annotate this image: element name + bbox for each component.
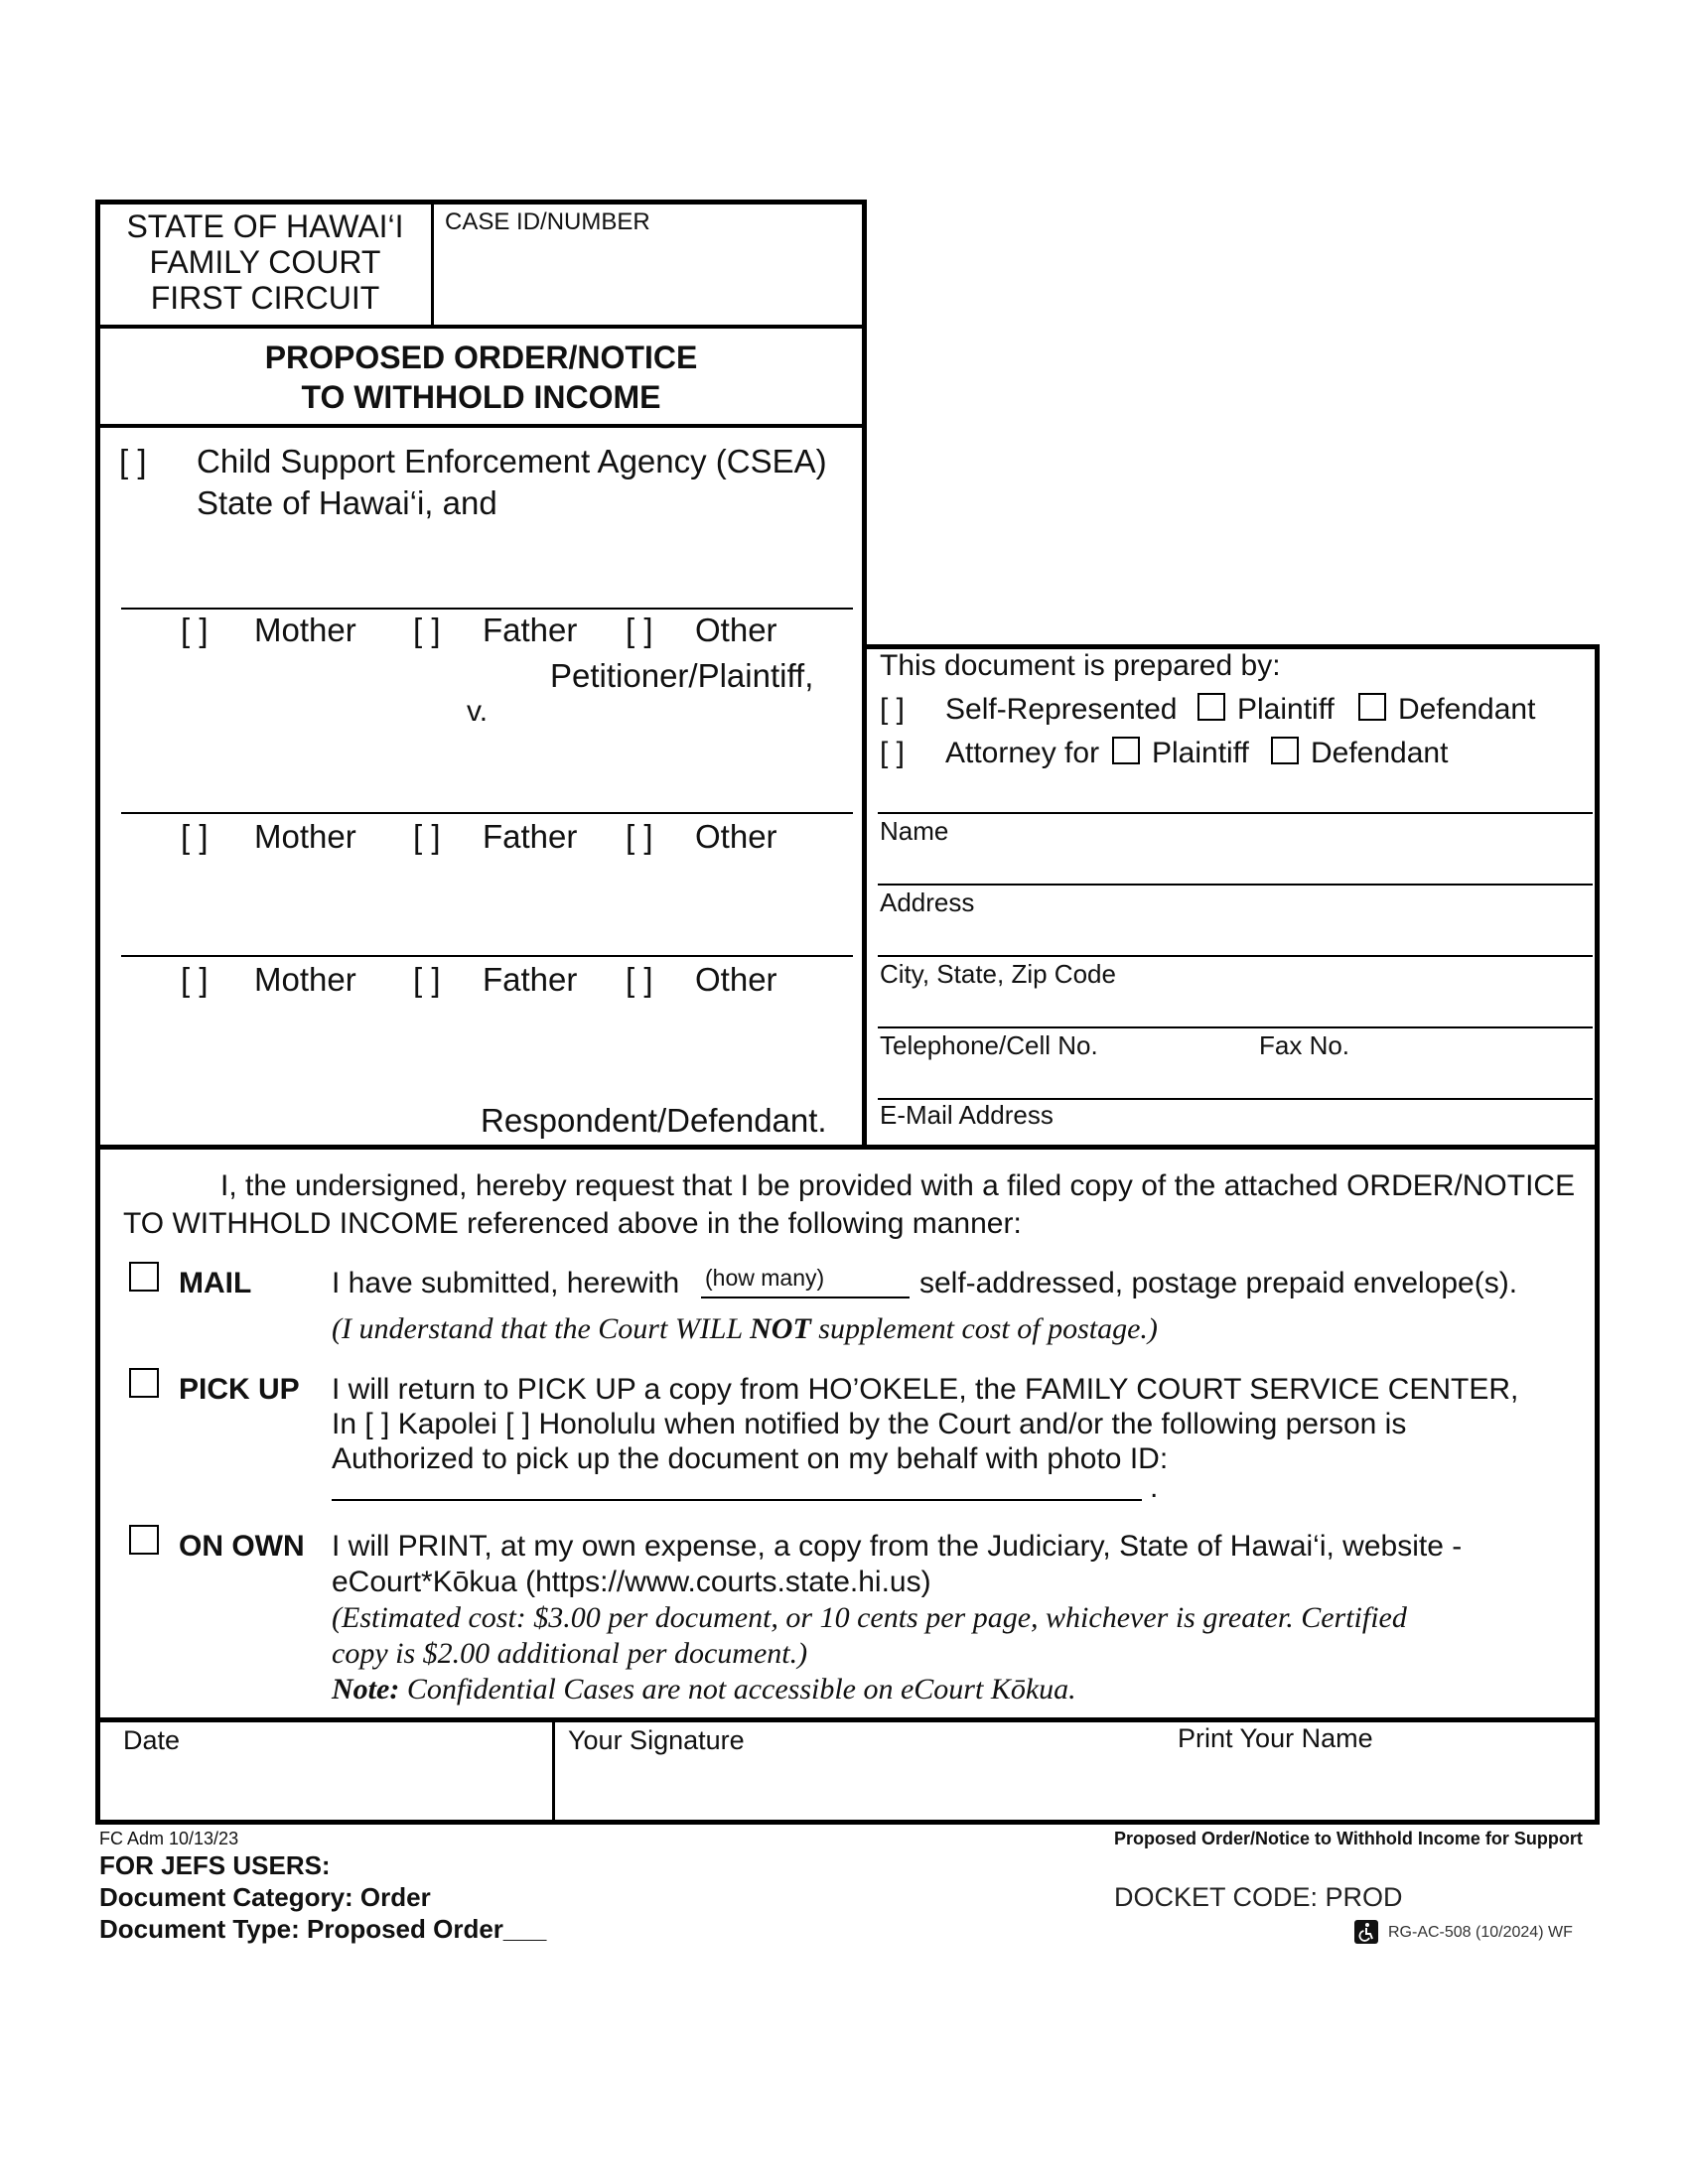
petitioner-label: Petitioner/Plaintiff, bbox=[550, 657, 814, 694]
court-name: FAMILY COURT bbox=[149, 244, 381, 280]
respondent-name-input[interactable] bbox=[123, 760, 852, 810]
on-own-line1: I will PRINT, at my own expense, a copy from the Judiciary, State of Hawai‘i, website - bbox=[332, 1530, 1463, 1563]
form-title-footer: Proposed Order/Notice to Withhold Income for Support bbox=[1114, 1829, 1583, 1848]
csea-bracket[interactable]: [ ] bbox=[119, 443, 147, 479]
self-plaintiff-label: Plaintiff bbox=[1237, 693, 1335, 726]
request-intro-line2: TO WITHHOLD INCOME referenced above in the following manner: bbox=[123, 1207, 1022, 1240]
pickup-period: . bbox=[1150, 1471, 1159, 1504]
attorney-bracket[interactable]: [ ] bbox=[880, 737, 906, 769]
fax-label: Fax No. bbox=[1259, 1030, 1350, 1060]
email-label: E-Mail Address bbox=[880, 1100, 1054, 1130]
mail-text-before: I have submitted, herewith bbox=[332, 1267, 680, 1299]
party3-other-label: Other bbox=[695, 961, 777, 998]
case-id-input[interactable] bbox=[445, 248, 846, 310]
telephone-label: Telephone/Cell No. bbox=[880, 1030, 1098, 1060]
on-own-line2: eCourt*Kōkua (https://www.courts.state.hi.us) bbox=[332, 1566, 931, 1598]
estimated-cost-line2: copy is $2.00 additional per document.) bbox=[332, 1637, 808, 1670]
case-id-label: CASE ID/NUMBER bbox=[445, 208, 650, 235]
csea-state: State of Hawai‘i, and bbox=[197, 484, 497, 521]
confidential-note: Note: Confidential Cases are not accessible on eCourt Kōkua. bbox=[332, 1673, 1076, 1706]
party3-father-bracket[interactable]: [ ] bbox=[413, 961, 441, 998]
docket-code: DOCKET CODE: PROD bbox=[1114, 1882, 1403, 1912]
form-title-line2: TO WITHHOLD INCOME bbox=[301, 379, 661, 415]
self-represented-bracket[interactable]: [ ] bbox=[880, 693, 906, 726]
accessibility-icon bbox=[1354, 1920, 1378, 1944]
attorney-plaintiff-checkbox[interactable] bbox=[1112, 737, 1140, 764]
mail-text-after: self-addressed, postage prepaid envelope(s). bbox=[919, 1267, 1518, 1299]
city-state-zip-label: City, State, Zip Code bbox=[880, 959, 1116, 989]
party2-mother-label: Mother bbox=[254, 818, 356, 855]
how-many-hint: (how many) bbox=[705, 1265, 825, 1291]
form-title-line1: PROPOSED ORDER/NOTICE bbox=[264, 340, 698, 375]
form-number: RG-AC-508 (10/2024) WF bbox=[1388, 1924, 1573, 1941]
print-name-input[interactable] bbox=[1178, 1763, 1589, 1815]
party2-other-label: Other bbox=[695, 818, 777, 855]
on-own-label: ON OWN bbox=[179, 1530, 305, 1563]
request-intro-line1: I, the undersigned, hereby request that I be provided with a filed copy of the attached ORDER/NOTICE bbox=[220, 1169, 1576, 1202]
estimated-cost-line1: (Estimated cost: $3.00 per document, or 10 cents per page, whichever is greater. Certified bbox=[332, 1601, 1407, 1634]
respondent2-name-input[interactable] bbox=[123, 903, 852, 953]
on-own-checkbox[interactable] bbox=[129, 1525, 159, 1555]
petitioner-name-input[interactable] bbox=[123, 556, 852, 606]
envelope-count-input[interactable] bbox=[820, 1267, 912, 1298]
party2-mother-bracket[interactable]: [ ] bbox=[181, 818, 209, 855]
party2-father-label: Father bbox=[483, 818, 578, 855]
party3-mother-bracket[interactable]: [ ] bbox=[181, 961, 209, 998]
party1-other-bracket[interactable]: [ ] bbox=[626, 612, 653, 648]
pickup-line2: In [ ] Kapolei [ ] Honolulu when notified by the Court and/or the following person is bbox=[332, 1408, 1407, 1440]
respondent-label: Respondent/Defendant. bbox=[481, 1102, 827, 1139]
self-plaintiff-checkbox[interactable] bbox=[1197, 693, 1225, 721]
attorney-defendant-checkbox[interactable] bbox=[1271, 737, 1299, 764]
preparer-heading: This document is prepared by: bbox=[880, 649, 1281, 682]
authorized-person-input[interactable] bbox=[334, 1467, 1142, 1499]
party2-father-bracket[interactable]: [ ] bbox=[413, 818, 441, 855]
pickup-line3: Authorized to pick up the document on my behalf with photo ID: bbox=[332, 1442, 1169, 1475]
address-field-label: Address bbox=[880, 887, 975, 917]
attorney-for-label: Attorney for bbox=[945, 737, 1100, 769]
party3-other-bracket[interactable]: [ ] bbox=[626, 961, 653, 998]
signature-label: Your Signature bbox=[568, 1725, 745, 1755]
court-state: STATE OF HAWAI‘I bbox=[126, 208, 404, 244]
jefs-heading: FOR JEFS USERS: bbox=[99, 1850, 331, 1880]
party1-mother-bracket[interactable]: [ ] bbox=[181, 612, 209, 648]
party1-mother-label: Mother bbox=[254, 612, 356, 648]
party1-other-label: Other bbox=[695, 612, 777, 648]
preparer-address-input[interactable] bbox=[1003, 891, 1593, 949]
mail-postage-note: (I understand that the Court WILL NOT supplement cost of postage.) bbox=[332, 1312, 1158, 1345]
document-type: Document Type: Proposed Order___ bbox=[99, 1914, 547, 1944]
self-defendant-checkbox[interactable] bbox=[1358, 693, 1386, 721]
preparer-city-input[interactable] bbox=[1152, 963, 1593, 1021]
party3-father-label: Father bbox=[483, 961, 578, 998]
form-date: FC Adm 10/13/23 bbox=[99, 1829, 239, 1848]
attorney-defendant-label: Defendant bbox=[1311, 737, 1449, 769]
preparer-name-input[interactable] bbox=[1003, 820, 1593, 878]
self-defendant-label: Defendant bbox=[1398, 693, 1536, 726]
pickup-checkbox[interactable] bbox=[129, 1368, 159, 1398]
party1-father-label: Father bbox=[483, 612, 578, 648]
attorney-plaintiff-label: Plaintiff bbox=[1152, 737, 1249, 769]
self-represented-label: Self-Represented bbox=[945, 693, 1178, 726]
document-category: Document Category: Order bbox=[99, 1882, 431, 1912]
party2-other-bracket[interactable]: [ ] bbox=[626, 818, 653, 855]
date-label: Date bbox=[123, 1725, 181, 1755]
party3-mother-label: Mother bbox=[254, 961, 356, 998]
date-input[interactable] bbox=[123, 1763, 544, 1815]
versus-label: v. bbox=[467, 695, 489, 728]
mail-checkbox[interactable] bbox=[129, 1262, 159, 1292]
pickup-line1: I will return to PICK UP a copy from HO’OKELE, the FAMILY COURT SERVICE CENTER, bbox=[332, 1373, 1519, 1406]
mail-label: MAIL bbox=[179, 1267, 252, 1299]
party1-father-bracket[interactable]: [ ] bbox=[413, 612, 441, 648]
signature-area[interactable] bbox=[568, 1763, 1144, 1817]
preparer-email-input[interactable] bbox=[1082, 1102, 1593, 1144]
court-circuit: FIRST CIRCUIT bbox=[150, 280, 380, 316]
print-name-label: Print Your Name bbox=[1178, 1723, 1373, 1753]
pickup-label: PICK UP bbox=[179, 1373, 300, 1406]
csea-name: Child Support Enforcement Agency (CSEA) bbox=[197, 443, 827, 479]
name-field-label: Name bbox=[880, 816, 949, 846]
